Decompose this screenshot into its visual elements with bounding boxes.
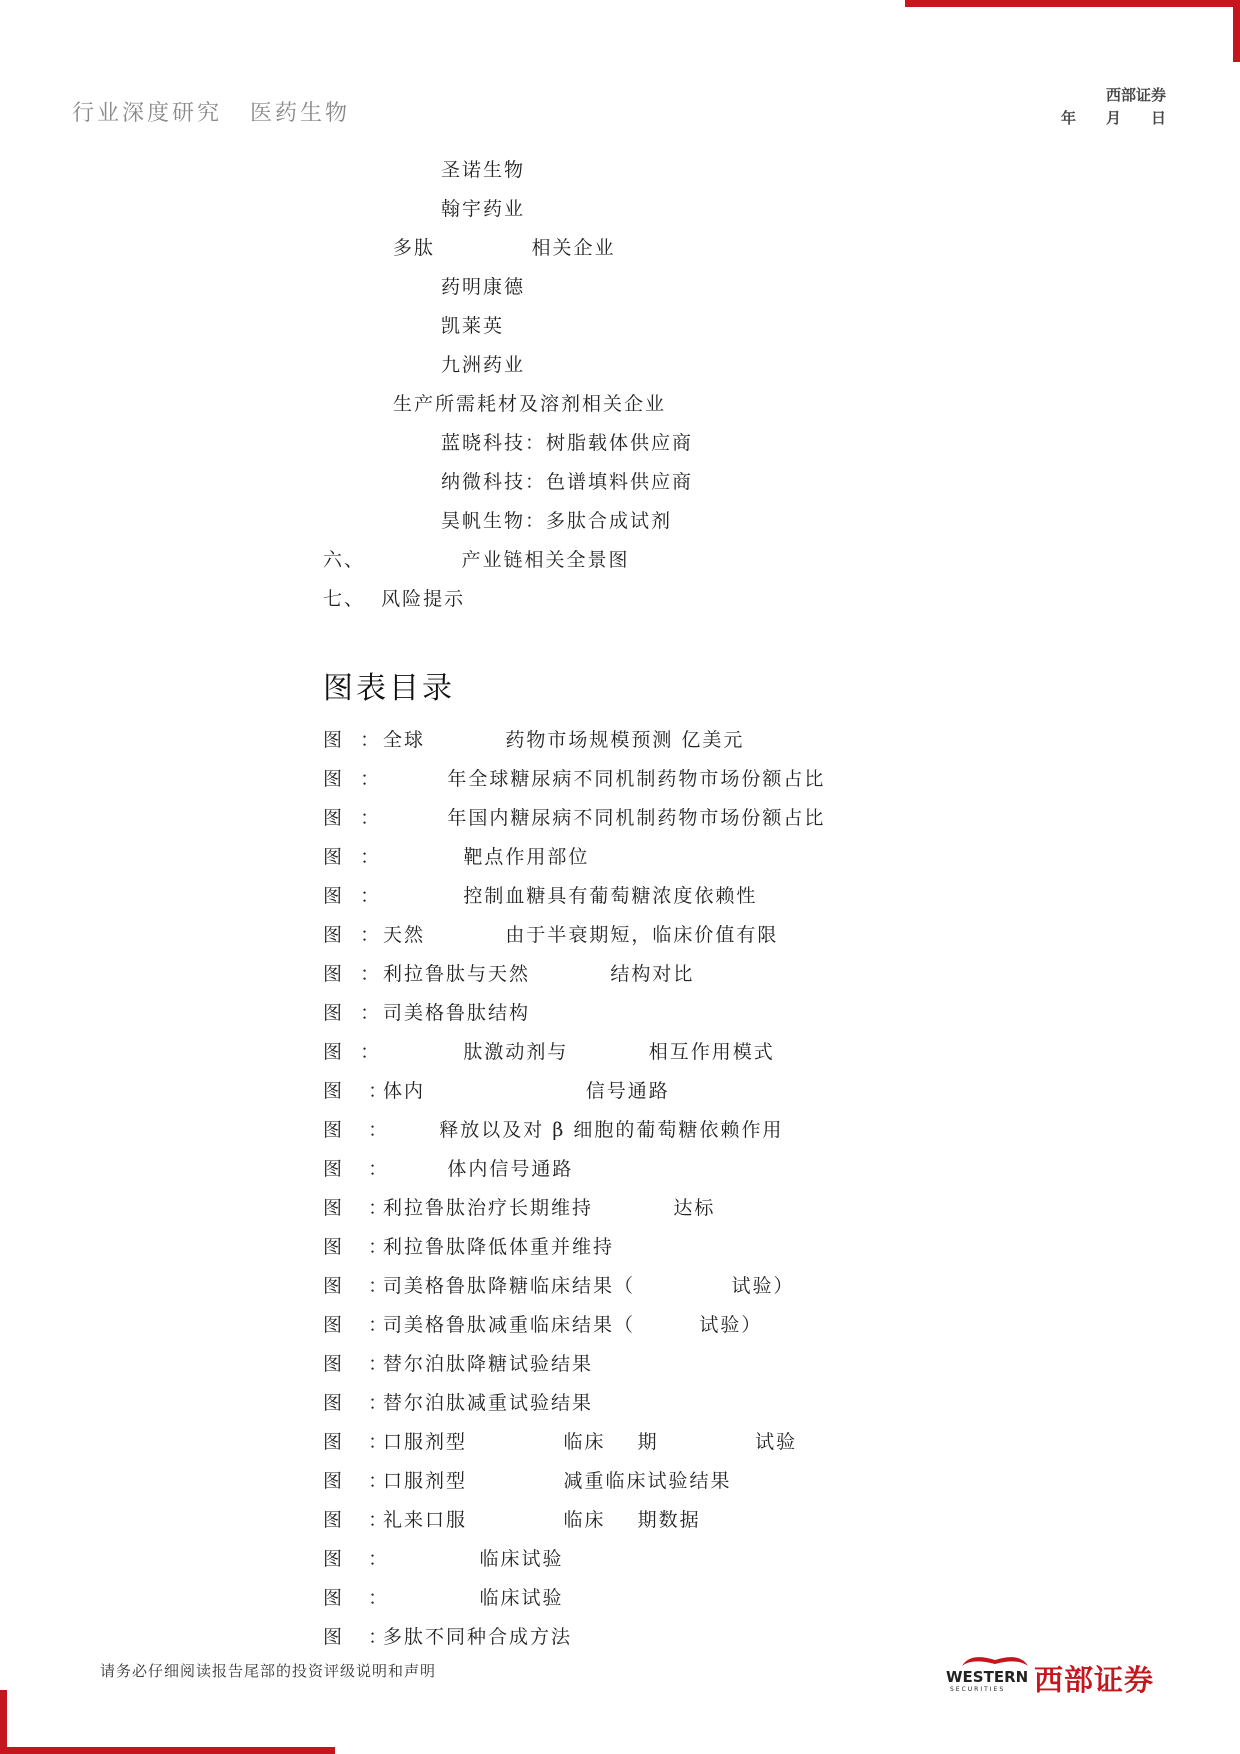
figure-prefix: 图 ： bbox=[323, 924, 382, 946]
figure-prefix: 图 ： bbox=[323, 1002, 382, 1024]
figure-title: 释放以及对 β 细胞的葡萄糖依赖作用 bbox=[383, 1119, 784, 1141]
footer-disclaimer: 请务必仔细阅读报告尾部的投资评级说明和声明 bbox=[100, 1662, 437, 1680]
figure-title: 司美格鲁肽降糖临床结果（ 试验） bbox=[383, 1275, 795, 1297]
figure-entry[interactable] bbox=[323, 959, 694, 986]
figure-title: 年全球糖尿病不同机制药物市场份额占比 bbox=[383, 768, 826, 790]
figure-entry[interactable] bbox=[323, 725, 744, 752]
figure-prefix: 图 ： bbox=[323, 807, 382, 829]
figure-prefix: 图 ： bbox=[323, 885, 382, 907]
figure-prefix: 图 ： bbox=[323, 1353, 390, 1375]
figure-entry[interactable] bbox=[323, 1466, 731, 1493]
figure-entry[interactable] bbox=[323, 1427, 797, 1454]
date-year: 年 bbox=[1060, 109, 1076, 127]
figure-title: 司美格鲁肽结构 bbox=[383, 1002, 531, 1024]
figure-title: 体内 信号通路 bbox=[383, 1080, 670, 1102]
toc-item[interactable]: 翰宇药业 bbox=[441, 198, 526, 220]
logo-english: WESTERN bbox=[946, 1668, 1029, 1686]
figure-prefix: 图 ： bbox=[323, 1236, 390, 1258]
figure-entry[interactable] bbox=[323, 1037, 775, 1064]
logo-english-sub: SECURITIES bbox=[950, 1686, 1006, 1693]
figure-entry[interactable] bbox=[323, 998, 530, 1025]
figure-entry[interactable] bbox=[323, 842, 589, 869]
figure-prefix: 图 ： bbox=[323, 963, 382, 985]
bull-horn-icon bbox=[960, 1650, 1030, 1670]
figure-title: 利拉鲁肽与天然 结构对比 bbox=[383, 963, 695, 985]
figure-entry[interactable] bbox=[323, 1271, 794, 1298]
figure-entry[interactable] bbox=[323, 1505, 701, 1532]
toc-item[interactable]: 生产所需耗材及溶剂相关企业 bbox=[393, 393, 667, 415]
figure-title: 临床试验 bbox=[383, 1548, 564, 1570]
figure-title: 司美格鲁肽减重临床结果（ 试验） bbox=[383, 1314, 763, 1336]
top-accent-bar bbox=[905, 0, 1240, 7]
figure-entry[interactable] bbox=[323, 1154, 573, 1181]
figure-entry[interactable] bbox=[323, 803, 825, 830]
toc-item[interactable]: 九洲药业 bbox=[441, 354, 526, 376]
toc-item[interactable]: 凯莱英 bbox=[441, 315, 505, 337]
figure-title: 控制血糖具有葡萄糖浓度依赖性 bbox=[383, 885, 758, 907]
figure-prefix: 图 ： bbox=[323, 1509, 390, 1531]
figure-prefix: 图 ： bbox=[323, 1587, 390, 1609]
figure-entry[interactable] bbox=[323, 1076, 670, 1103]
toc-item[interactable]: 六、 产业链相关全景图 bbox=[323, 549, 630, 571]
figure-entry[interactable] bbox=[323, 1622, 572, 1649]
figure-entry[interactable] bbox=[323, 1349, 593, 1376]
figure-prefix: 图 ： bbox=[323, 1548, 390, 1570]
header-brand: 西部证券 bbox=[1105, 86, 1166, 104]
figure-title: 多肽不同种合成方法 bbox=[383, 1626, 573, 1648]
top-accent-bar-vertical bbox=[1233, 0, 1240, 62]
figure-entry[interactable] bbox=[323, 1193, 715, 1220]
figure-title: 口服剂型 减重临床试验结果 bbox=[383, 1470, 732, 1492]
figure-title: 口服剂型 临床 期 试验 bbox=[383, 1431, 798, 1453]
figure-title: 礼来口服 临床 期数据 bbox=[383, 1509, 701, 1531]
figure-prefix: 图 ： bbox=[323, 1470, 390, 1492]
figure-prefix: 图 ： bbox=[323, 768, 382, 790]
figure-prefix: 图 ： bbox=[323, 1197, 390, 1219]
figure-prefix: 图 ： bbox=[323, 1626, 390, 1648]
figure-title: 替尔泊肽降糖试验结果 bbox=[383, 1353, 594, 1375]
figure-entry[interactable] bbox=[323, 764, 825, 791]
bottom-accent-bar-vertical bbox=[0, 1690, 7, 1754]
figure-prefix: 图 ： bbox=[323, 1431, 390, 1453]
figure-entry[interactable] bbox=[323, 881, 757, 908]
figure-entry[interactable] bbox=[323, 920, 778, 947]
figures-heading: 图表目录 bbox=[323, 671, 455, 706]
bottom-accent-bar bbox=[0, 1747, 335, 1754]
figure-title: 替尔泊肽减重试验结果 bbox=[383, 1392, 594, 1414]
figure-prefix: 图 ： bbox=[323, 1119, 390, 1141]
figure-prefix: 图 ： bbox=[323, 1314, 390, 1336]
figure-entry[interactable] bbox=[323, 1310, 762, 1337]
figure-entry[interactable] bbox=[323, 1388, 593, 1415]
figure-title: 肽激动剂与 相互作用模式 bbox=[383, 1041, 775, 1063]
figure-title: 靶点作用部位 bbox=[383, 846, 590, 868]
report-header bbox=[72, 96, 378, 127]
logo-chinese: 西部证券 bbox=[1034, 1663, 1155, 1697]
figure-title: 临床试验 bbox=[383, 1587, 564, 1609]
toc-item[interactable]: 药明康德 bbox=[441, 276, 526, 298]
figure-prefix: 图 ： bbox=[323, 1041, 382, 1063]
toc-item[interactable]: 蓝晓科技：树脂载体供应商 bbox=[441, 432, 694, 454]
figure-title: 利拉鲁肽降低体重并维持 bbox=[383, 1236, 615, 1258]
toc-item[interactable]: 圣诺生物 bbox=[441, 159, 526, 181]
figure-entry[interactable] bbox=[323, 1583, 563, 1610]
toc-item[interactable]: 多肽 相关企业 bbox=[393, 237, 616, 259]
figure-prefix: 图 ： bbox=[323, 1080, 390, 1102]
date-month: 月 bbox=[1105, 109, 1121, 127]
toc-item[interactable]: 纳微科技：色谱填料供应商 bbox=[441, 471, 694, 493]
figure-prefix: 图 ： bbox=[323, 846, 382, 868]
report-sector: 医药生物 bbox=[250, 101, 351, 126]
figure-entry[interactable] bbox=[323, 1544, 563, 1571]
company-logo bbox=[946, 1650, 1166, 1706]
figure-title: 全球 药物市场规模预测 亿美元 bbox=[383, 729, 745, 751]
figure-entry[interactable] bbox=[323, 1115, 783, 1142]
toc-item[interactable]: 昊帆生物：多肽合成试剂 bbox=[441, 510, 673, 532]
figure-prefix: 图 ： bbox=[323, 729, 382, 751]
report-category: 行业深度研究 bbox=[72, 101, 223, 126]
figure-prefix: 图 ： bbox=[323, 1392, 390, 1414]
figure-title: 体内信号通路 bbox=[383, 1158, 574, 1180]
date-day: 日 bbox=[1150, 109, 1166, 127]
figure-prefix: 图 ： bbox=[323, 1158, 390, 1180]
figure-title: 年国内糖尿病不同机制药物市场份额占比 bbox=[383, 807, 826, 829]
figure-entry[interactable] bbox=[323, 1232, 614, 1259]
figure-prefix: 图 ： bbox=[323, 1275, 390, 1297]
header-date bbox=[1031, 107, 1166, 128]
toc-item[interactable]: 七、 风险提示 bbox=[323, 588, 466, 610]
figure-title: 天然 由于半衰期短，临床价值有限 bbox=[383, 924, 779, 946]
figure-title: 利拉鲁肽治疗长期维持 达标 bbox=[383, 1197, 716, 1219]
